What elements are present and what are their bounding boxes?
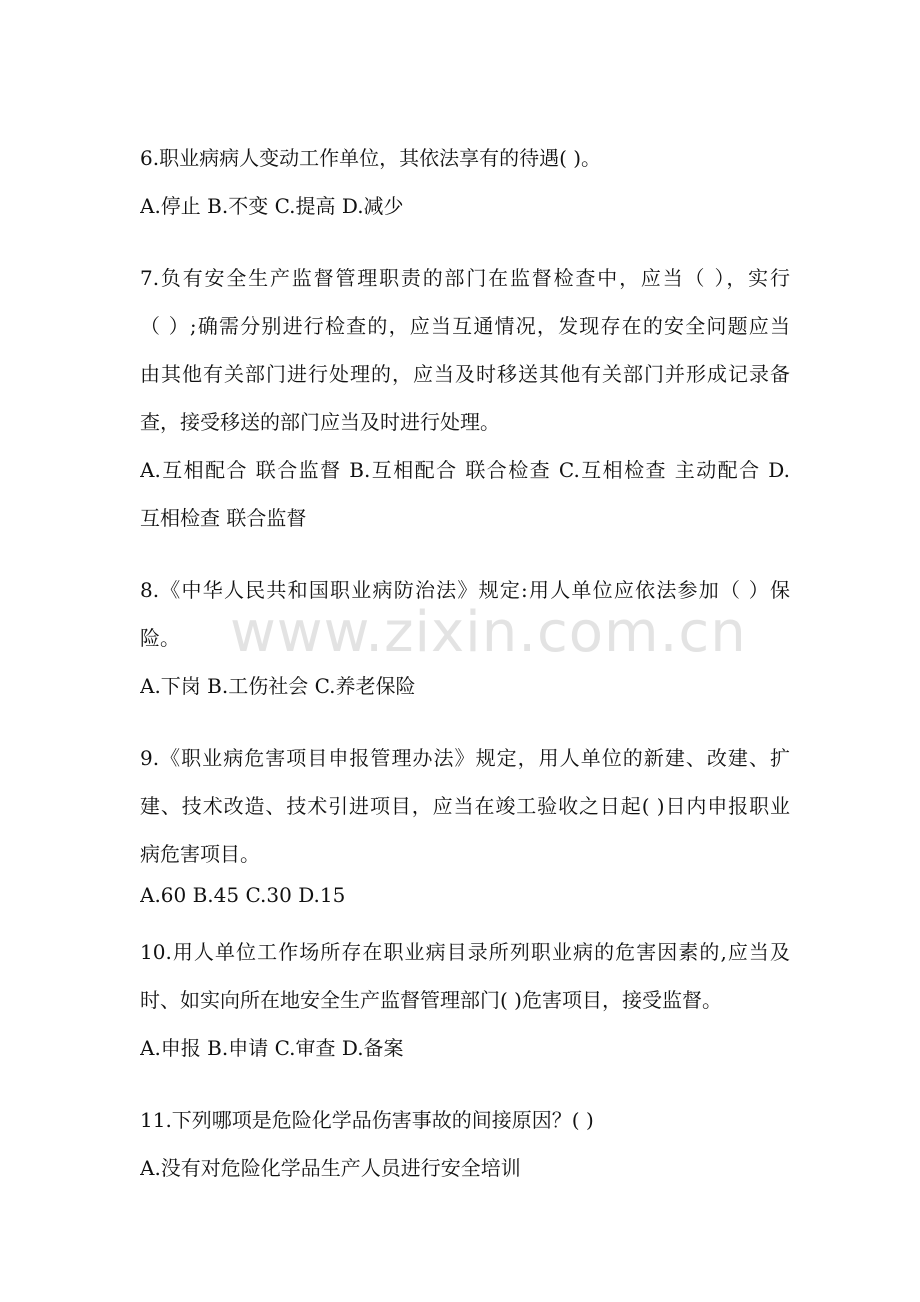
question-7-stem-line-3: 由其他有关部门进行处理的，应当及时移送其他有关部门并形成记录备	[140, 362, 790, 386]
question-9-options: A.60 B.45 C.30 D.15	[140, 883, 346, 907]
question-11-options: A.没有对危险化学品生产人员进行安全培训	[140, 1156, 521, 1180]
question-10-stem-line-2: 时、如实向所在地安全生产监督管理部门( )危害项目，接受监督。	[140, 988, 722, 1012]
question-8-stem-line-2: 险。	[140, 626, 180, 650]
question-7-stem-line-2: （ ）;确需分别进行检查的，应当互通情况，发现存在的安全问题应当	[140, 314, 790, 338]
question-7-stem-line-1: 7.负有安全生产监督管理职责的部门在监督检查中，应当（ ），实行	[140, 266, 790, 290]
question-7-stem-line-4: 查，接受移送的部门应当及时进行处理。	[140, 410, 500, 434]
question-6-stem-line-1: 6.职业病病人变动工作单位，其依法享有的待遇( )。	[140, 146, 602, 170]
watermark: www.zixin.com.cn	[230, 600, 747, 665]
question-7-options-line-2: 互相检查 联合监督	[140, 506, 307, 530]
question-6-options: A.停止 B.不变 C.提高 D.减少	[140, 194, 404, 218]
question-11-stem-line-1: 11.下列哪项是危险化学品伤害事故的间接原因？( )	[140, 1108, 594, 1132]
question-10-options: A.申报 B.申请 C.审查 D.备案	[140, 1036, 404, 1060]
question-9-stem-line-3: 病危害项目。	[140, 842, 260, 866]
question-10-stem-line-1: 10.用人单位工作场所存在职业病目录所列职业病的危害因素的,应当及	[140, 940, 790, 964]
question-9-stem-line-1: 9.《职业病危害项目申报管理办法》规定，用人单位的新建、改建、扩	[140, 746, 790, 770]
question-8-options: A.下岗 B.工伤社会 C.养老保险	[140, 674, 416, 698]
question-7-options-line-1: A.互相配合 联合监督 B.互相配合 联合检查 C.互相检查 主动配合 D.	[140, 458, 790, 482]
question-8-stem-line-1: 8.《中华人民共和国职业病防治法》规定:用人单位应依法参加（ ）保	[140, 578, 790, 602]
question-9-stem-line-2: 建、技术改造、技术引进项目，应当在竣工验收之日起( )日内申报职业	[140, 794, 790, 818]
